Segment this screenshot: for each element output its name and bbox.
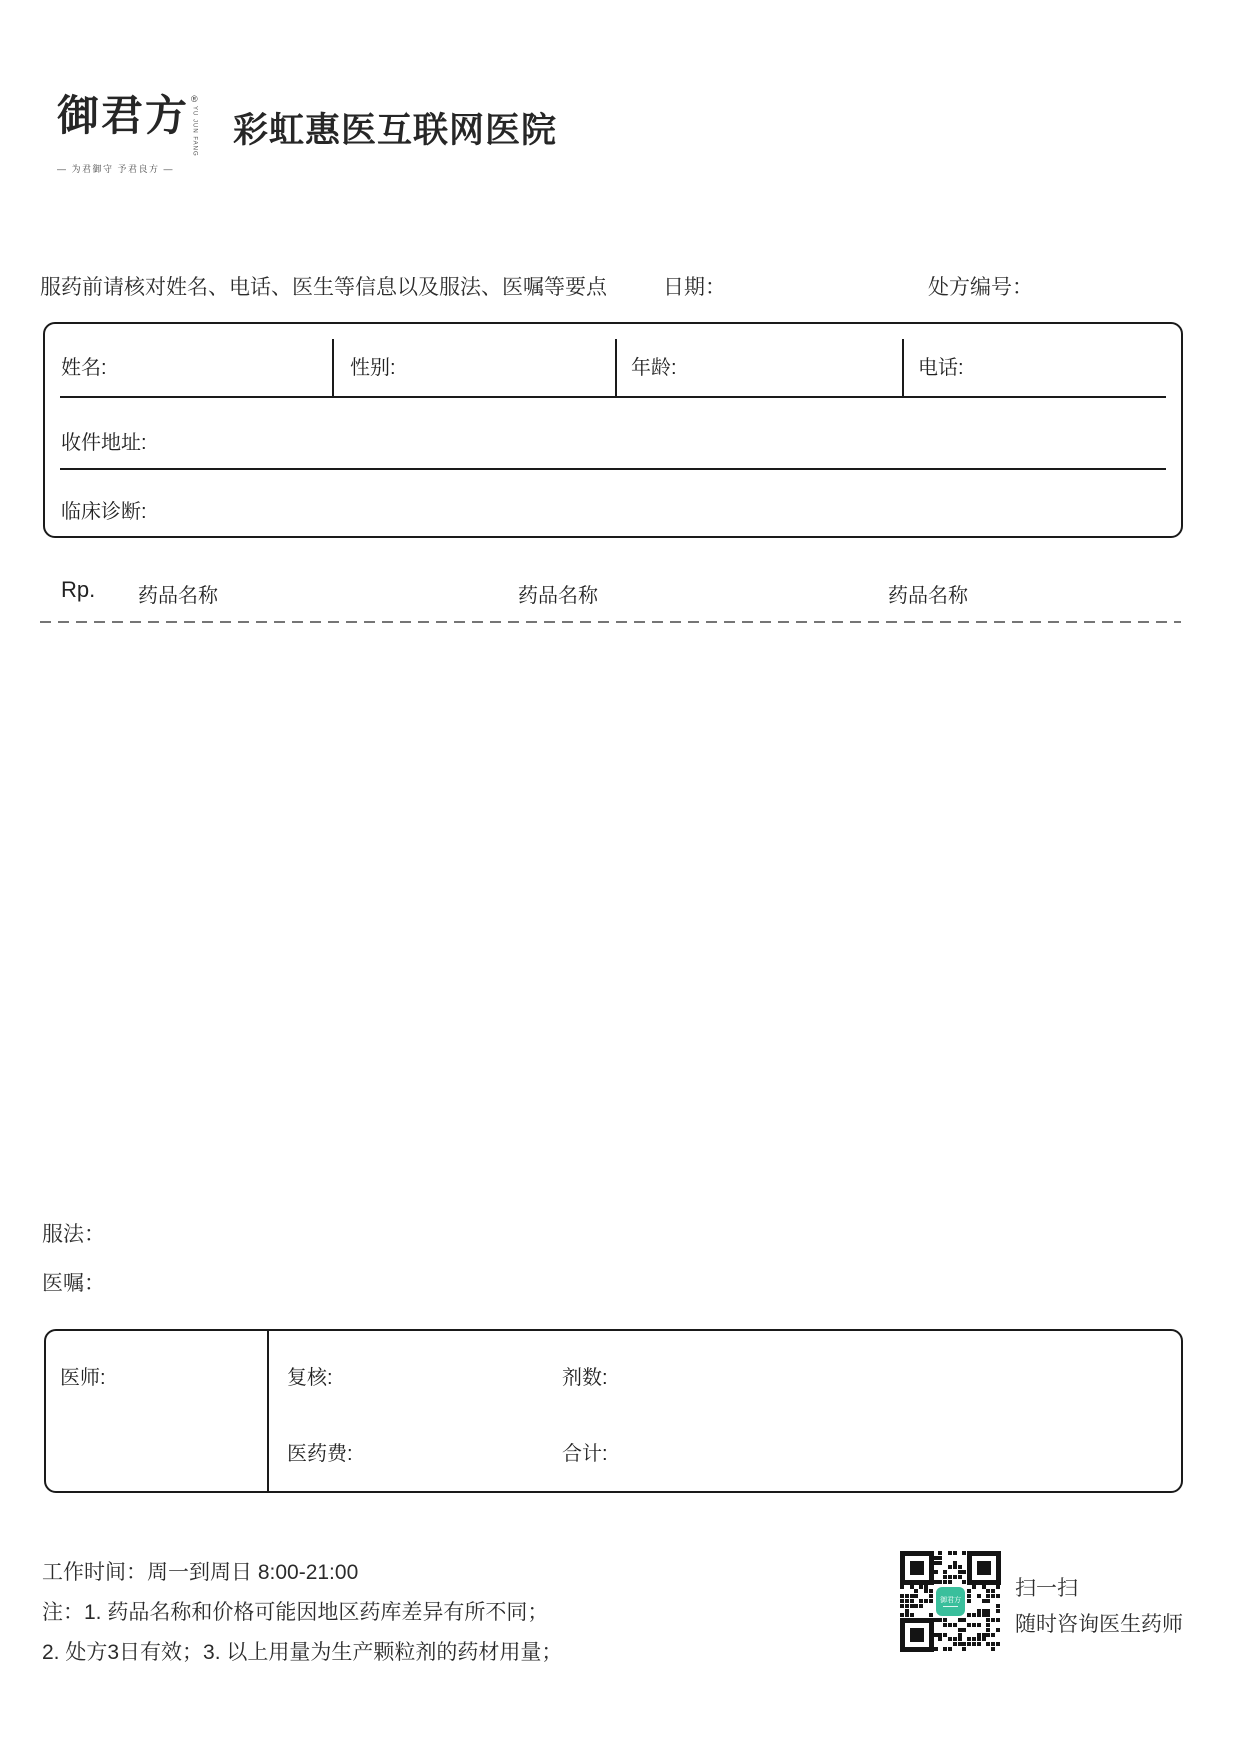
qr-center-logo (934, 1585, 967, 1618)
brand-logo (57, 93, 207, 175)
qr-code (900, 1551, 1001, 1652)
registered-trademark-icon: ® (191, 94, 198, 104)
doctor-advice-label: 医嘱： (42, 1272, 105, 1295)
column-divider (332, 339, 334, 397)
column-divider (902, 339, 904, 397)
scan-subtitle: 随时咨询医生药师 (1015, 1613, 1183, 1636)
work-hours-text: 工作时间：周一到周日 8:00-21:00 (42, 1561, 359, 1584)
patient-name-label: 姓名: (61, 357, 107, 379)
clinical-diagnosis-label: 临床诊断: (61, 501, 147, 523)
drug-name-column-header: 药品名称 (888, 585, 968, 607)
row-divider (60, 468, 1166, 470)
drug-name-column-header: 药品名称 (138, 585, 218, 607)
patient-gender-label: 性别: (350, 357, 396, 379)
signature-fee-box (44, 1329, 1183, 1493)
total-label: 合计: (562, 1443, 608, 1465)
column-divider (615, 339, 617, 397)
qr-finder-icon (900, 1618, 934, 1652)
hospital-title: 彩虹惠医互联网医院 (233, 111, 558, 151)
drug-name-column-header: 药品名称 (518, 585, 598, 607)
verification-notice: 服药前请核对姓名、电话、医生等信息以及服法、医嘱等要点 (40, 276, 607, 299)
patient-age-label: 年龄: (631, 357, 677, 379)
qr-center-subtitle-line (943, 1606, 958, 1607)
usage-instructions-label: 服法： (42, 1223, 105, 1246)
rp-label: Rp. (61, 577, 96, 602)
patient-info-box (43, 322, 1183, 538)
patient-phone-label: 电话: (918, 357, 964, 379)
footer-note-line2: 2. 处方3日有效；3. 以上用量为生产颗粒剂的药材用量； (42, 1641, 563, 1664)
footer-note-line1: 注：1. 药品名称和价格可能因地区药库差异有所不同； (42, 1601, 549, 1624)
brand-logo-name: 御君方 (57, 91, 190, 140)
dose-count-label: 剂数: (562, 1367, 608, 1389)
qr-finder-icon (967, 1551, 1001, 1585)
brand-logo-pinyin: YU JUN FANG (191, 106, 198, 157)
column-divider (267, 1331, 269, 1491)
prescription-number-label: 处方编号： (928, 276, 1033, 299)
doctor-label: 医师: (60, 1367, 106, 1389)
medicine-fee-label: 医药费: (287, 1443, 353, 1465)
row-divider (60, 396, 1166, 398)
scan-title: 扫一扫 (1015, 1577, 1078, 1600)
review-label: 复核: (287, 1367, 333, 1389)
shipping-address-label: 收件地址: (61, 432, 147, 454)
brand-tagline: — 为君御守 予君良方 — (57, 163, 175, 174)
date-label: 日期： (663, 276, 726, 299)
qr-center-brand-text: 御君方 (940, 1596, 961, 1604)
qr-finder-icon (900, 1551, 934, 1585)
dashed-separator (40, 621, 1181, 623)
